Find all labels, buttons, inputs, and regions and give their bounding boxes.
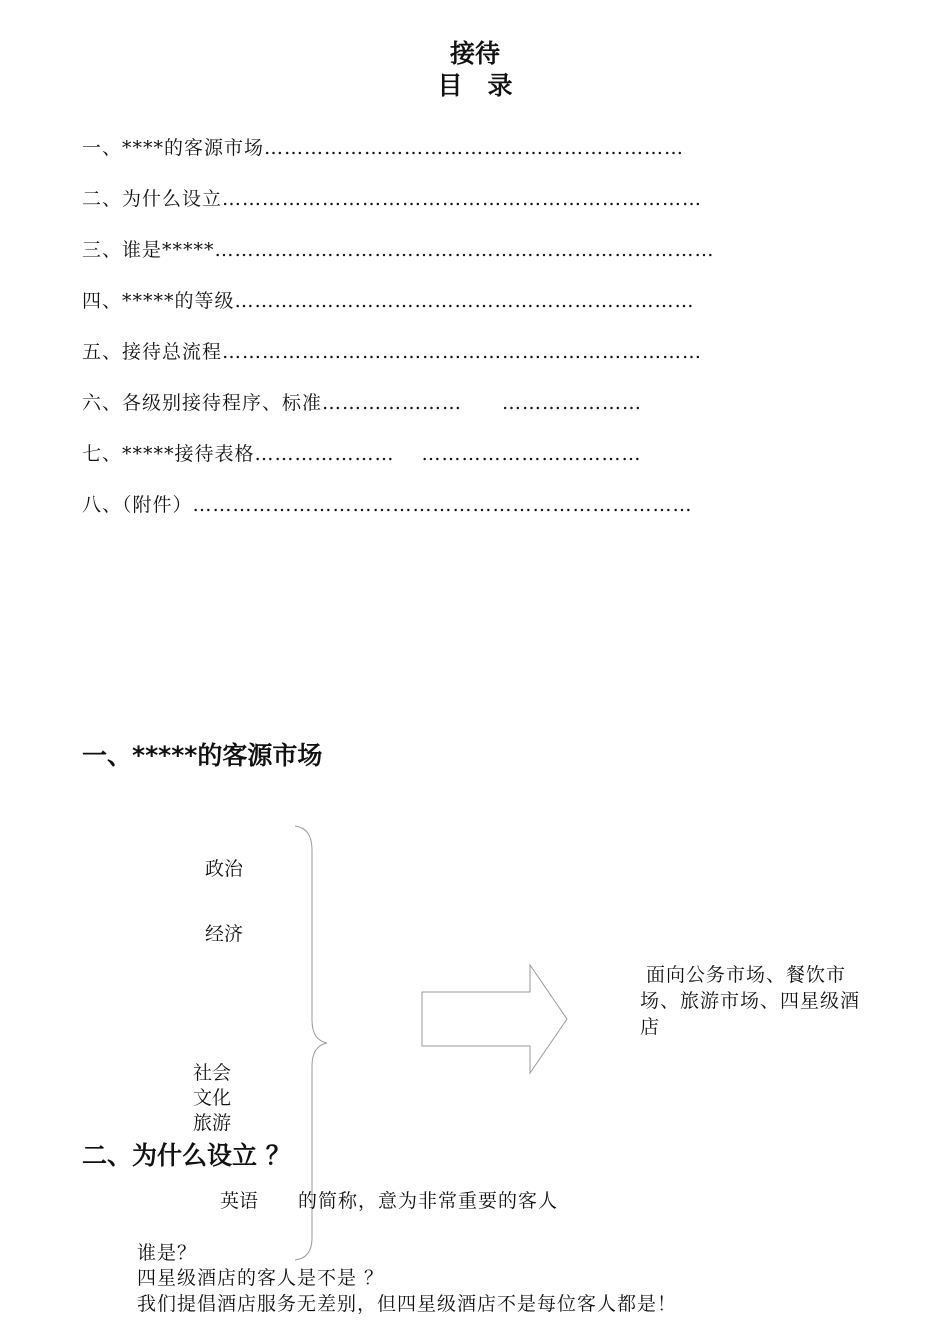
market-result-text: 面向公务市场、餐饮市场、旅游市场、四星级酒店 — [640, 964, 861, 1038]
question-who: 谁是？ — [137, 1242, 198, 1264]
toc-item[interactable]: 七、*****接待表格………………… …………………………… — [82, 443, 642, 465]
toc-item[interactable]: 一、****的客源市场……………………………………………………… — [82, 137, 685, 159]
toc-item[interactable]: 五、接待总流程……………………………………………………………… — [82, 341, 703, 363]
toc-item[interactable]: 八、（附件）………………………………………………………………… — [82, 494, 693, 516]
source-society: 社会 — [193, 1062, 232, 1084]
service-statement: 我们提倡酒店服务无差别，但四星级酒店不是每位客人都是！ — [137, 1293, 678, 1315]
right-arrow-shape — [422, 965, 567, 1073]
toc-title: 目 录 — [437, 71, 513, 100]
toc-item[interactable]: 六、各级别接待程序、标准………………… ………………… — [82, 392, 643, 414]
toc-item[interactable]: 三、谁是*****………………………………………………………………… — [82, 239, 715, 261]
source-tourism: 旅游 — [193, 1112, 232, 1134]
section-heading-2: 二、为什么设立 ？ — [82, 1141, 291, 1170]
english-label: 英语 — [220, 1190, 259, 1212]
source-culture: 文化 — [193, 1087, 232, 1109]
document-title: 接待 — [449, 39, 500, 68]
definition-text: 的简称，意为非常重要的客人 — [298, 1190, 559, 1212]
toc-item[interactable]: 二、为什么设立……………………………………………………………… — [82, 188, 703, 210]
source-economy: 经济 — [205, 923, 244, 945]
section-heading-1: 一、*****的客源市场 — [82, 741, 323, 770]
toc-item[interactable]: 四、*****的等级…………………………………………………………… — [82, 290, 695, 312]
source-politics: 政治 — [205, 858, 244, 880]
question-hotel-guests: 四星级酒店的客人是不是 ？ — [137, 1267, 385, 1289]
